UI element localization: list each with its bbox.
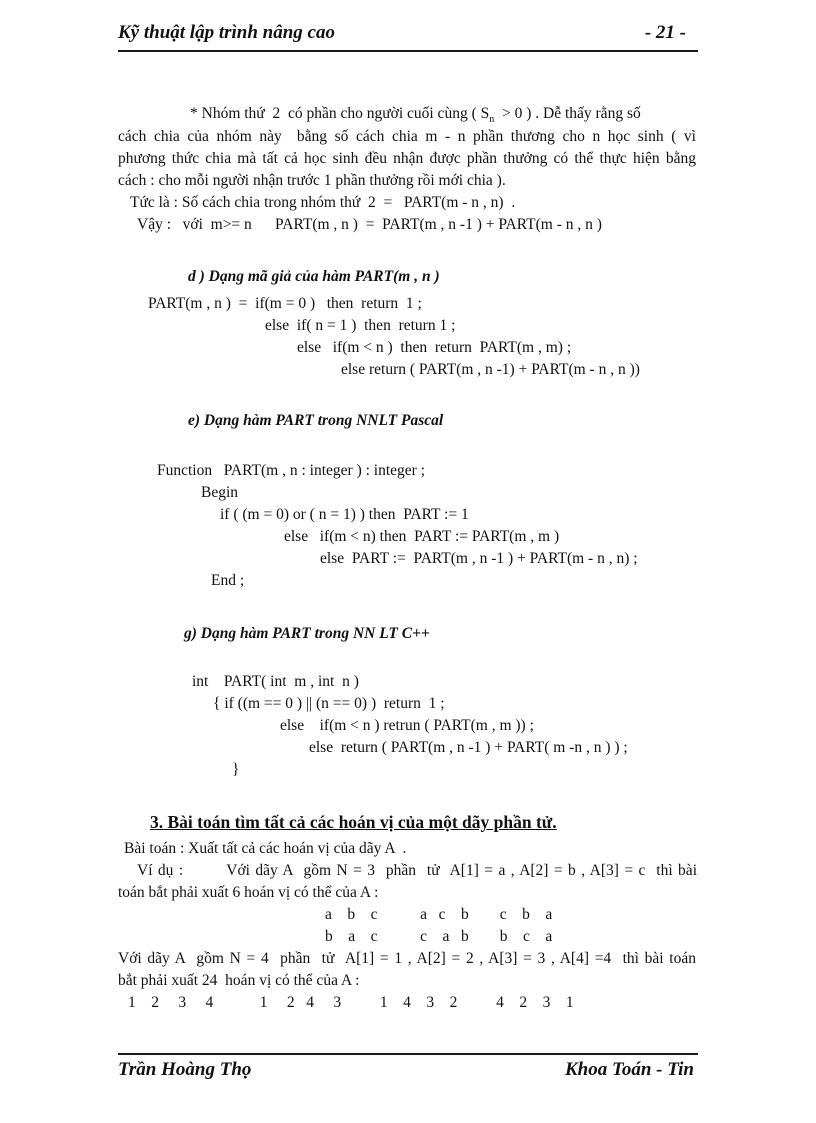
code-line: End ; — [211, 572, 245, 589]
subheading-cpp: g) Dạng hàm PART trong NN LT C++ — [184, 625, 430, 642]
code-line: } — [232, 761, 240, 778]
body-line: phương thức chia mà tất cả học sinh đều nhận được phần thưởng có thể thực hiện bằng — [118, 150, 696, 167]
code-line: PART(m , n ) = if(m = 0 ) then return 1 ; — [148, 295, 422, 312]
header-title: Kỹ thuật lập trình nâng cao — [118, 22, 335, 43]
code-line: Function PART(m , n : integer ) : integer ; — [157, 462, 425, 479]
body-line: cách : cho mỗi người nhận trước 1 phần thưởng rồi mới chia ). — [118, 172, 506, 189]
footer-rule — [118, 1053, 698, 1055]
code-line: else if(m < n ) retrun ( PART(m , m )) ; — [280, 717, 534, 734]
code-line: else PART := PART(m , n -1 ) + PART(m - n , n) ; — [320, 550, 638, 567]
body-line: Ví dụ : Với dãy A gồm N = 3 phần tử A[1] = a , A[2] = b , A[3] = c thì bài — [137, 862, 697, 879]
permutation-row: 1 2 3 4 1 2 4 3 1 4 3 2 4 2 3 1 — [128, 994, 574, 1011]
body-line: Với dãy A gồm N = 4 phần tử A[1] = 1 , A[2] = 2 , A[3] = 3 , A[4] =4 thì bài toán — [118, 950, 696, 967]
code-line: else if(m < n ) then return PART(m , m) ; — [297, 339, 572, 356]
permutation-row: b a c c a b b c a — [325, 928, 553, 945]
code-line: { if ((m == 0 ) || (n == 0) ) return 1 ; — [213, 695, 445, 712]
code-line: else return ( PART(m , n -1 ) + PART( m -n , n ) ) ; — [309, 739, 628, 756]
footer-author: Trần Hoàng Thọ — [118, 1059, 252, 1080]
body-line: Bài toán : Xuất tất cả các hoán vị của dãy A . — [124, 840, 407, 857]
body-line: bắt phải xuất 24 hoán vị có thể của A : — [118, 972, 360, 989]
body-line: Vậy : với m>= n PART(m , n ) = PART(m , n -1 ) + PART(m - n , n ) — [137, 216, 602, 233]
code-line: int PART( int m , int n ) — [192, 673, 359, 690]
permutation-row: a b c a c b c b a — [325, 906, 553, 923]
code-line: else if(m < n) then PART := PART(m , m ) — [284, 528, 560, 545]
code-line: Begin — [201, 484, 239, 501]
page-header — [118, 22, 698, 52]
code-line: else if( n = 1 ) then return 1 ; — [265, 317, 456, 334]
subheading-pascal: e) Dạng hàm PART trong NNLT Pascal — [188, 412, 444, 429]
body-line: * Nhóm thứ 2 có phần cho người cuối cùng ( $S_n > 0$ ) . Dễ thấy rằng số — [190, 105, 641, 126]
body-line: cách chia của nhóm này bằng số cách chia m - n phần thương cho n học sinh ( vì — [118, 128, 696, 145]
body-line: Tức là : Số cách chia trong nhóm thứ 2 = PART(m - n , n) . — [130, 194, 516, 211]
footer-department: Khoa Toán - Tin — [565, 1059, 694, 1080]
section-title: 3. Bài toán tìm tất cả các hoán vị của một dãy phần tử. — [150, 812, 557, 832]
page-number: - 21 - — [644, 22, 686, 43]
code-line: if ( (m = 0) or ( n = 1) ) then PART := 1 — [220, 506, 469, 523]
subheading-pseudocode: d ) Dạng mã giả của hàm PART(m , n ) — [188, 268, 440, 285]
body-line: toán bắt phải xuất 6 hoán vị có thể của A : — [118, 884, 379, 901]
code-line: else return ( PART(m , n -1) + PART(m - n , n )) — [341, 361, 640, 378]
